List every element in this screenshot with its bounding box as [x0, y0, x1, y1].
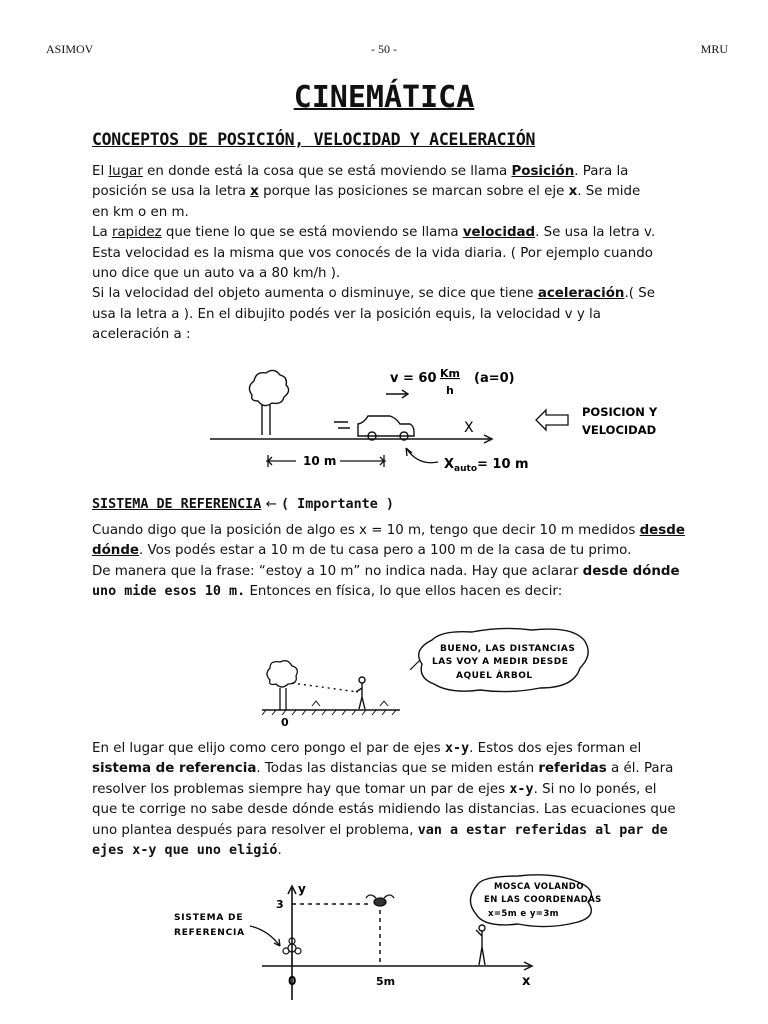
y-axis-label: y: [298, 882, 306, 896]
page-title: CINEMÁTICA: [293, 80, 475, 115]
speech-bubble: [410, 628, 588, 691]
bubble-line-3: x=5m e y=3m: [488, 909, 559, 919]
caption-line-1: POSICION Y: [582, 405, 658, 419]
paragraph-axes: En el lugar que elijo como cero pongo el par de ejes x-y. Estos dos ejes forman el sistema de referencia. Todas las distancias que se miden están referidas a él. Para resolver los problemas siempre hay que tomar un par de ejes x-y. Si no lo ponés, el que te corrige no sabe desde dónde estás midiendo las distancias. Las ecuaciones que uno plantea después para resolver el problema, van a estar referidas al par de ejes x-y que uno eligió.: [92, 741, 676, 859]
pointer-arrow-icon: [250, 926, 280, 946]
person-icon: [476, 925, 485, 965]
speech-bubble: [470, 875, 601, 927]
car-icon: [334, 416, 414, 440]
x-axis-label: X: [464, 420, 474, 436]
caption-line-2: VELOCIDAD: [582, 423, 657, 437]
section-subtitle: CONCEPTOS DE POSICIÓN, VELOCIDAD Y ACELERACIÓN: [92, 130, 536, 149]
figure-reference-axes: [0, 866, 768, 1024]
figure-position-velocity: [0, 360, 768, 480]
paragraph-concepts: El lugar en donde está la cosa que se está moviendo se llama Posición. Para la posición se usa la letra x porque las posiciones se marcan sobre el eje x. Se mide en km o en m. La rapidez que tiene lo que se está moviendo se llama velocidad. Se usa la letra v. Esta velocidad es la misma que vos conocés de la vida diaria. ( Por ejemplo cuando uno dice que un auto va a 80 km/h ). Si la velocidad del objeto aumenta o disminuye, se dice que tiene aceleración.( Se usa la letra a ). En el dibujito podés ver la posición equis, la velocidad v y la aceleración a :: [92, 164, 656, 343]
bubble-line-2: LAS VOY A MEDIR DESDE: [432, 657, 569, 667]
tree-icon: [267, 661, 297, 710]
header-right: MRU: [700, 42, 728, 56]
bubble-line-1: MOSCA VOLANDO: [494, 882, 584, 892]
hollow-arrow-icon: [536, 410, 568, 430]
axes-label-line-1: SISTEMA DE: [174, 913, 244, 923]
page-number: - 50 -: [371, 42, 397, 56]
tree-icon: [249, 370, 288, 435]
velocity-label: v = 60: [390, 371, 437, 386]
bubble-line-3: AQUEL ÁRBOL: [456, 671, 533, 681]
person-icon: [356, 677, 365, 709]
bubble-line-2: EN LAS COORDENADAS: [484, 895, 602, 905]
velocity-unit-num: Km: [440, 367, 460, 380]
header-left: ASIMOV: [46, 42, 94, 56]
section-reference-system: SISTEMA DE REFERENCIA ← ( Importante ): [92, 497, 394, 512]
figure-tree-distances: [0, 620, 768, 730]
paragraph-reference: Cuando digo que la posición de algo es x = 10 m, tengo que decir 10 m medidos desde dónde. Vos podés estar a 10 m de tu casa pero a 100 m de la casa de tu primo. De manera que la frase: “estoy a 10 m” no indica nada. Hay que aclarar desde dónde uno mide esos 10 m. Entonces en física, lo que ellos hacen es decir:: [92, 523, 685, 600]
x-tick-5m: 5m: [376, 975, 396, 988]
origin-label: 0: [288, 974, 297, 988]
velocity-arrow-icon: [386, 390, 408, 398]
dotted-distance-line: [292, 683, 358, 692]
x-auto-label: $X_{auto}= 10$ m: [444, 457, 529, 474]
acceleration-label: (a=0): [474, 371, 515, 386]
axes-label-line-2: REFERENCIA: [174, 928, 245, 938]
bubble-line-1: BUENO, LAS DISTANCIAS: [440, 644, 576, 654]
fly-icon: [366, 895, 394, 906]
pointer-curve: [406, 448, 438, 463]
x-axis-label: x: [522, 974, 531, 989]
y-tick-3: 3: [276, 898, 284, 911]
velocity-unit-den: h: [446, 384, 454, 397]
origin-label: 0: [281, 716, 289, 729]
distance-label: 10 m: [303, 454, 337, 468]
